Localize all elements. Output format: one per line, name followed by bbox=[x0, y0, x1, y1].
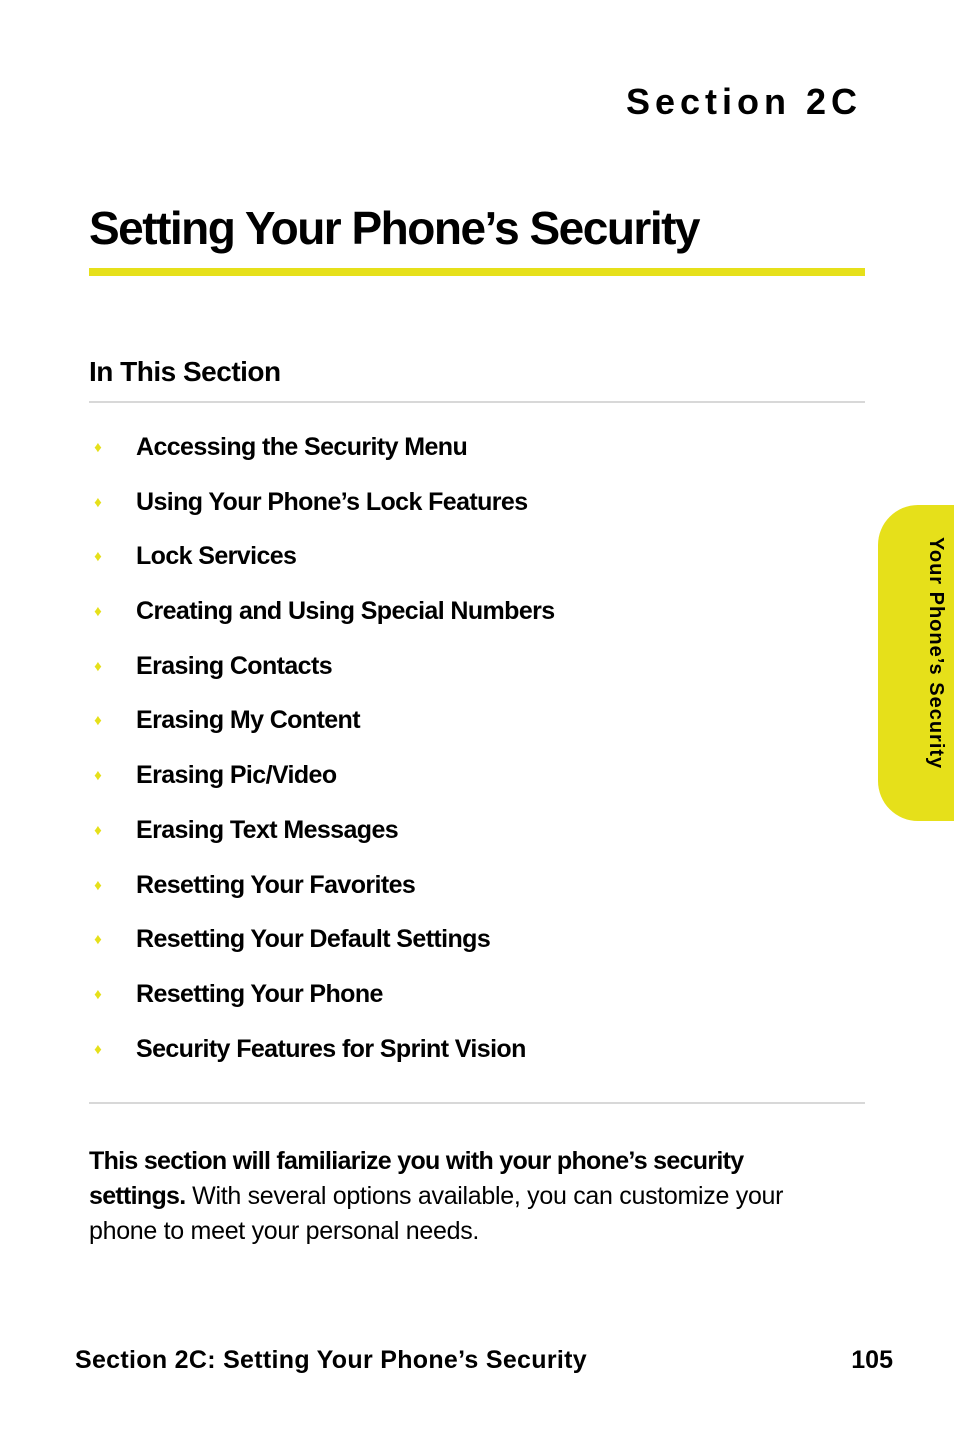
section-topic-item bbox=[89, 804, 865, 859]
section-topic-item bbox=[89, 421, 865, 476]
section-topic-item bbox=[89, 530, 865, 585]
title-underline-rule bbox=[89, 268, 865, 276]
section-topic-label: Resetting Your Phone bbox=[136, 979, 383, 1008]
diamond-bullet-icon: ♦ bbox=[94, 821, 102, 839]
section-topic-list bbox=[89, 421, 865, 1077]
section-topic-item bbox=[89, 1023, 865, 1078]
section-label: Section 2C bbox=[625, 81, 862, 122]
section-list-top-divider bbox=[89, 401, 865, 403]
diamond-bullet-icon: ♦ bbox=[94, 439, 102, 456]
section-topic-item bbox=[89, 913, 865, 968]
section-topic-label: Erasing Text Messages bbox=[136, 815, 399, 844]
diamond-bullet-icon: ♦ bbox=[94, 767, 102, 785]
in-this-section-heading: In This Section bbox=[89, 356, 281, 387]
page-number: 105 bbox=[851, 1346, 893, 1374]
section-topic-item bbox=[89, 476, 865, 531]
diamond-bullet-icon: ♦ bbox=[94, 712, 102, 730]
section-topic-label: Using Your Phone’s Lock Features bbox=[136, 487, 528, 516]
section-topic-item bbox=[89, 585, 865, 640]
section-topic-label: Accessing the Security Menu bbox=[136, 433, 468, 461]
diamond-bullet-icon: ♦ bbox=[94, 985, 102, 1003]
diamond-bullet-icon: ♦ bbox=[94, 657, 102, 675]
intro-regular-text: With several options available, you can customize your phone to meet your personal needs. bbox=[89, 1182, 784, 1245]
section-topic-label: Lock Services bbox=[136, 542, 297, 571]
section-topic-item bbox=[89, 749, 865, 804]
diamond-bullet-icon: ♦ bbox=[94, 493, 102, 511]
page-title: Setting Your Phone’s Security bbox=[89, 202, 700, 254]
section-topic-label: Erasing Pic/Video bbox=[136, 761, 337, 790]
side-section-tab-label: Your Phone’s Security bbox=[925, 537, 947, 770]
section-topic-label: Erasing My Content bbox=[136, 706, 360, 735]
section-topic-item bbox=[89, 968, 865, 1023]
section-topic-item bbox=[89, 640, 865, 695]
diamond-bullet-icon: ♦ bbox=[94, 876, 102, 894]
intro-paragraph bbox=[89, 1144, 829, 1249]
diamond-bullet-icon: ♦ bbox=[94, 548, 102, 566]
section-topic-item bbox=[89, 694, 865, 749]
section-topic-label: Security Features for Sprint Vision bbox=[136, 1034, 526, 1063]
section-topic-label: Resetting Your Default Settings bbox=[136, 925, 491, 954]
diamond-bullet-icon: ♦ bbox=[94, 931, 102, 949]
diamond-bullet-icon: ♦ bbox=[94, 603, 102, 621]
section-topic-label: Creating and Using Special Numbers bbox=[136, 597, 555, 626]
intro-bold-text: This section will familiarize you with your phone’s security settings. bbox=[89, 1147, 744, 1210]
diamond-bullet-icon: ♦ bbox=[94, 1040, 102, 1058]
section-topic-label: Erasing Contacts bbox=[136, 651, 333, 680]
footer-section-title: Section 2C: Setting Your Phone’s Security bbox=[75, 1346, 587, 1374]
section-topic-item bbox=[89, 859, 865, 914]
section-list-bottom-divider bbox=[89, 1102, 865, 1104]
section-topic-label: Resetting Your Favorites bbox=[136, 870, 416, 899]
